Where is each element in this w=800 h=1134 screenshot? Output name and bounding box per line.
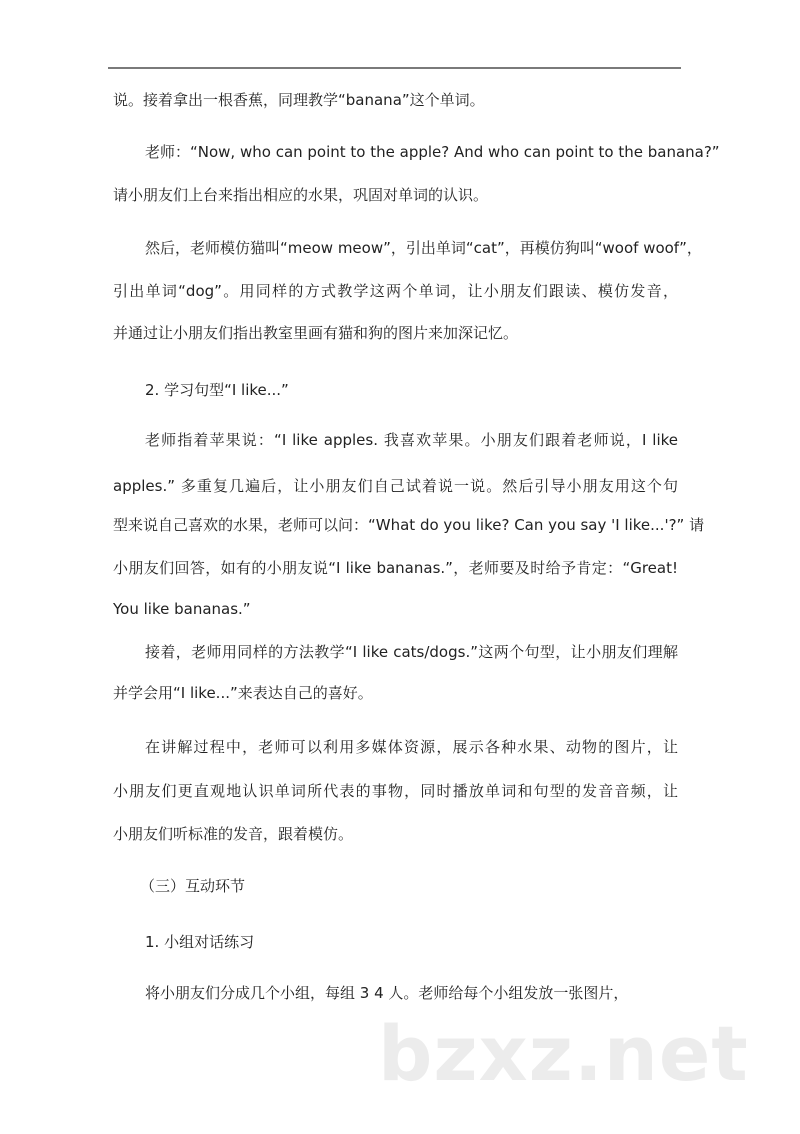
watermark: bzxz.net [378,1009,749,1098]
subsection-heading: 1. 小组对话练习 [145,933,255,951]
paragraph-line: apples.” 多重复几遍后，让小朋友们自己试着说一说。然后引导小朋友用这个句 [113,477,678,495]
paragraph-line: 接着，老师用同样的方法教学“I like cats/dogs.”这两个句型，让小朋友们理解 [145,643,678,661]
paragraph-line: 小朋友们听标准的发音，跟着模仿。 [113,825,354,843]
paragraph-line: You like bananas.” [113,600,251,618]
paragraph-line: 然后，老师模仿猫叫“meow meow”，引出单词“cat”，再模仿狗叫“woof woof”， [145,239,702,257]
paragraph-line: 并通过让小朋友们指出教室里画有猫和狗的图片来加深记忆。 [113,324,519,342]
paragraph-line: 在讲解过程中，老师可以利用多媒体资源，展示各种水果、动物的图片，让 [145,738,678,756]
paragraph-line: 老师：“Now, who can point to the apple? And who can point to the banana?” [145,143,720,161]
section-heading: 2. 学习句型“I like...” [145,381,289,399]
paragraph-line: 将小朋友们分成几个小组，每组 3 4 人。老师给每个小组发放一张图片， [145,984,629,1002]
paragraph-line: 小朋友们更直观地认识单词所代表的事物，同时播放单词和句型的发音音频，让 [113,782,678,800]
section-heading: （三）互动环节 [140,877,246,895]
paragraph-line: 小朋友们回答，如有的小朋友说“I like bananas.”，老师要及时给予肯定：“Great! [113,559,678,577]
paragraph-line: 老师指着苹果说：“I like apples. 我喜欢苹果。小朋友们跟着老师说，I like [145,431,678,449]
paragraph-line: 请小朋友们上台来指出相应的水果，巩固对单词的认识。 [113,186,489,204]
paragraph-line: 型来说自己喜欢的水果，老师可以问：“What do you like? Can you say 'I like...'?” 请 [113,516,705,534]
paragraph-line: 并学会用“I like...”来表达自己的喜好。 [113,684,373,702]
paragraph-line: 说。接着拿出一根香蕉，同理教学“banana”这个单词。 [113,91,485,109]
header-rule [108,67,681,69]
paragraph-line: 引出单词“dog”。用同样的方式教学这两个单词，让小朋友们跟读、模仿发音， [113,282,678,300]
